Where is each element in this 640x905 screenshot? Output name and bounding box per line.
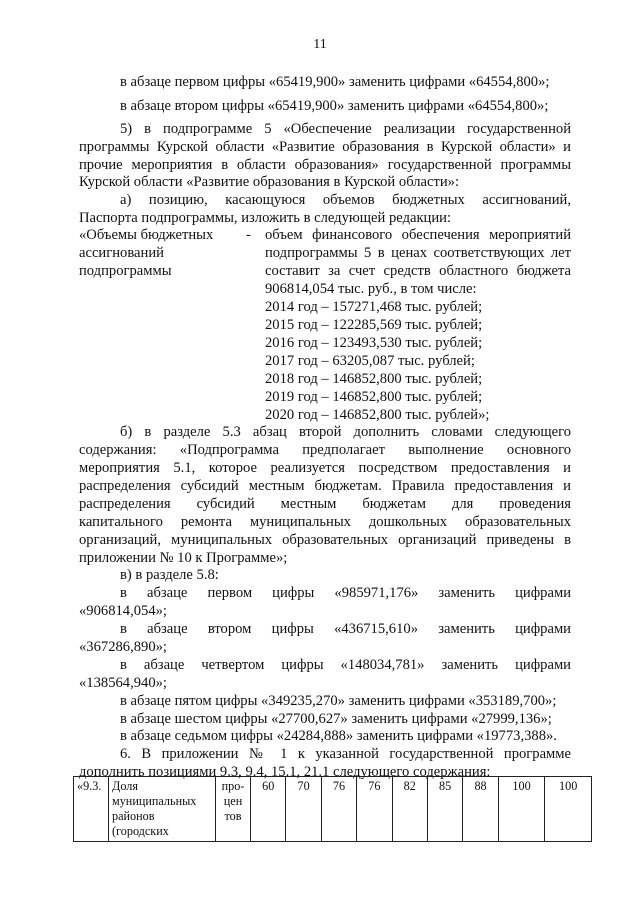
text-line: б) в разделе 5.3 абзац второй дополнить словами следующего: [120, 424, 571, 440]
text-line: в) в разделе 5.8:: [120, 567, 219, 583]
text-line: распределения субсидий местным бюджетам для проведения: [79, 496, 571, 512]
text-line: прочие мероприятия в области образования» государственной программы: [79, 157, 571, 173]
table-row: [74, 777, 592, 842]
cell-line: Доля: [112, 779, 138, 793]
text-line: в абзаце четвертом цифры «148034,781» заменить цифрами: [120, 657, 571, 673]
table-cell-unit: [216, 777, 251, 842]
cell-line: районов: [112, 809, 155, 823]
table-cell-value: 85: [427, 777, 462, 842]
table-cell-value: 82: [392, 777, 427, 842]
text-line: дополнить позициями 9.3, 9.4, 15.1, 21.1 следующего содержания:: [79, 764, 491, 780]
table-cell-value: 70: [286, 777, 321, 842]
text-line: в абзаце шестом цифры «27700,627» заменить цифрами «27999,136»;: [120, 711, 552, 727]
passport-year: 2017 год – 63205,087 тыс. рублей;: [265, 353, 475, 369]
text-line: программы Курской области «Развитие образования в Курской области» и: [79, 139, 571, 155]
text-line: в абзаце первом цифры «985971,176» заменить цифрами: [120, 585, 571, 601]
text-line: мероприятия 5.1, которое реализуется посредством предоставления и: [79, 460, 571, 476]
text-line: капитального ремонта муниципальных дошкольных образовательных: [79, 514, 571, 530]
text-line: 5) в подпрограмме 5 «Обеспечение реализации государственной: [120, 121, 571, 137]
indicators-table: [73, 776, 592, 842]
cell-line: (городских: [112, 824, 169, 838]
table-cell-value: 76: [321, 777, 356, 842]
cell-line: про-: [221, 779, 245, 793]
cell-line: цен: [223, 794, 243, 808]
table-cell-number: «9.3.: [74, 777, 109, 842]
text-line: в абзаце пятом цифры «349235,270» заменить цифрами «353189,700»;: [120, 693, 557, 709]
passport-year: 2014 год – 157271,468 тыс. рублей;: [265, 299, 483, 315]
passport-year: 2020 год – 146852,800 тыс. рублей»;: [265, 407, 490, 423]
text-line: распределения субсидий местным бюджетам. Правила предоставления и: [79, 478, 571, 494]
text-line: в абзаце первом цифры «65419,900» заменить цифрами «64554,800»;: [120, 74, 550, 90]
text-line: в абзаце втором цифры «65419,900» заменить цифрами «64554,800»;: [120, 98, 549, 114]
text-line: «138564,940»;: [79, 675, 167, 691]
passport-label: ассигнований: [79, 245, 164, 261]
cell-line: тов: [224, 809, 242, 823]
text-line: «367286,890»;: [79, 639, 167, 655]
passport-value: подпрограммы 5 в ценах соответствующих лет: [265, 245, 571, 261]
passport-year: 2016 год – 123493,530 тыс. рублей;: [265, 335, 483, 351]
passport-label: подпрограммы: [79, 263, 172, 279]
passport-year: 2018 год – 146852,800 тыс. рублей;: [265, 371, 483, 387]
text-line: 6. В приложении № 1 к указанной государственной программе: [120, 746, 571, 762]
table-cell-value: 88: [463, 777, 498, 842]
text-line: «906814,054»;: [79, 603, 167, 619]
table-cell-value: 60: [251, 777, 286, 842]
cell-line: муниципальных: [112, 794, 197, 808]
text-line: организаций, муниципальных образовательных организаций приведены в: [79, 532, 571, 548]
passport-year: 2015 год – 122285,569 тыс. рублей;: [265, 317, 483, 333]
text-line: а) позицию, касающуюся объемов бюджетных ассигнований,: [120, 192, 571, 208]
passport-value: 906814,054 тыс. руб., в том числе:: [265, 281, 477, 297]
text-line: в абзаце втором цифры «436715,610» заменить цифрами: [120, 621, 571, 637]
passport-year: 2019 год – 146852,800 тыс. рублей;: [265, 389, 483, 405]
passport-dash: -: [246, 227, 251, 243]
text-line: в абзаце седьмом цифры «24284,888» заменить цифрами «19773,388».: [120, 728, 557, 744]
text-line: Паспорта подпрограммы, изложить в следующей редакции:: [79, 210, 452, 226]
passport-value: объем финансового обеспечения мероприятий: [265, 227, 571, 243]
page-number: 11: [313, 37, 327, 52]
table-cell-value: 100: [498, 777, 545, 842]
table-cell-name: [109, 777, 216, 842]
passport-value: составит за счет средств областного бюджета: [265, 263, 571, 279]
table-cell-value: 100: [545, 777, 592, 842]
text-line: Курской области «Развитие образования в Курской области»:: [79, 174, 460, 190]
text-line: содержания: «Подпрограмма предполагает выполнение основного: [79, 442, 571, 458]
passport-label: «Объемы бюджетных: [79, 227, 214, 243]
table-cell-value: 76: [357, 777, 392, 842]
text-line: приложении № 10 к Программе»;: [79, 550, 288, 566]
